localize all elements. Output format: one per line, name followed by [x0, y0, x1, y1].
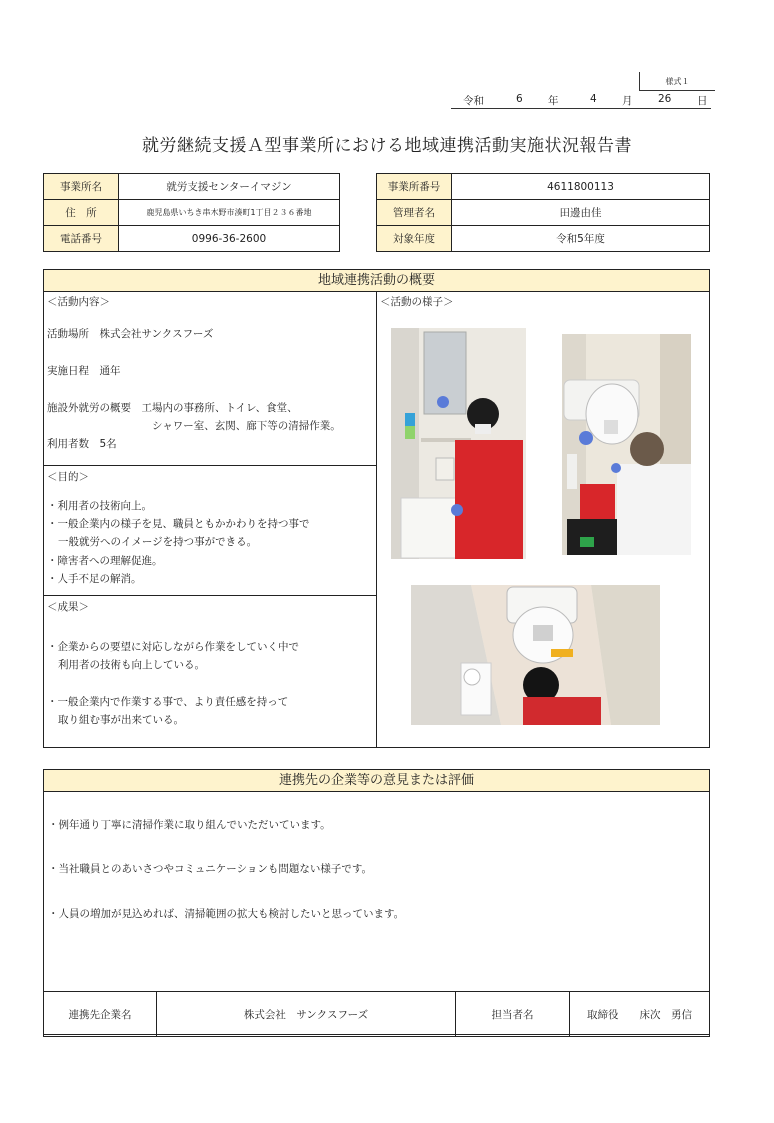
result-line: ・一般企業内で作業する事で、より責任感を持って: [47, 696, 289, 708]
divider-activity: [44, 465, 377, 466]
evaluation-line: ・人員の増加が見込めれば、清掃範囲の拡大も検討したいと思っています。: [48, 908, 405, 920]
evaluation-header: 連携先の企業等の意見または評価: [44, 770, 709, 792]
evaluation-line: ・例年通り丁寧に清掃作業に取り組んでいただいています。: [48, 819, 331, 831]
photos-heading: ＜活動の様子＞: [380, 296, 454, 308]
value-office-number: 4611800113: [452, 174, 710, 200]
purpose-line: ・障害者への理解促進。: [47, 555, 163, 567]
purpose-line: 一般就労へのイメージを持つ事ができる。: [58, 536, 258, 548]
partner-contact-label: 担当者名: [456, 992, 570, 1037]
page-title: 就労継続支援Ａ型事業所における地域連携活動実施状況報告書: [142, 136, 632, 156]
evaluation-section: [43, 769, 710, 1035]
result-heading: ＜成果＞: [47, 601, 89, 613]
result-line: 利用者の技術も向上している。: [58, 659, 205, 671]
date-era: 令和: [463, 95, 484, 107]
value-manager: 田邊由佳: [452, 200, 710, 226]
label-address: 住 所: [44, 200, 119, 226]
partner-company-value: 株式会社 サンクスフーズ: [157, 992, 456, 1037]
overview-header: 地域連携活動の概要: [44, 270, 709, 292]
purpose-heading: ＜目的＞: [47, 471, 89, 483]
activity-line: 施設外就労の概要 工場内の事務所、トイレ、食堂、: [47, 402, 298, 414]
value-address: 鹿児島県いちき串木野市湊町1丁目２３６番地: [119, 200, 340, 226]
label-manager: 管理者名: [377, 200, 452, 226]
result-line: ・企業からの要望に対応しながら作業をしていく中で: [47, 641, 299, 653]
divider-purpose: [44, 595, 377, 596]
purpose-line: ・人手不足の解消。: [47, 573, 142, 585]
activity-line: シャワー室、玄関、廊下等の清掃作業。: [152, 420, 341, 432]
partner-table: [43, 991, 710, 1037]
label-office-name: 事業所名: [44, 174, 119, 200]
value-phone: 0996-36-2600: [119, 226, 340, 252]
evaluation-line: ・当社職員とのあいさつやコミュニケーションも問題ない様子です。: [48, 863, 373, 875]
photo-floor-cleaning: [411, 585, 660, 725]
activity-line: 活動場所 株式会社サンクスフーズ: [47, 328, 214, 340]
value-office-name: 就労支援センターイマジン: [119, 174, 340, 200]
date-row: [451, 92, 711, 109]
date-day-unit: 日: [697, 95, 708, 107]
office-id-table: [376, 173, 710, 252]
office-info-table: [43, 173, 340, 252]
result-line: 取り組む事が出来ている。: [58, 714, 184, 726]
label-office-number: 事業所番号: [377, 174, 452, 200]
date-month: 4: [590, 93, 597, 105]
column-divider: [376, 291, 377, 747]
photo-mirror-cleaning: [391, 328, 526, 559]
purpose-line: ・利用者の技術向上。: [47, 500, 152, 512]
activity-heading: ＜活動内容＞: [47, 296, 110, 308]
partner-contact-value: 取締役 床次 勇信: [570, 992, 710, 1037]
partner-company-label: 連携先企業名: [44, 992, 157, 1037]
overview-section: [43, 269, 710, 748]
date-month-unit: 月: [622, 95, 633, 107]
date-year: 6: [516, 93, 523, 105]
label-fiscal-year: 対象年度: [377, 226, 452, 252]
photo-toilet-cleaning: [562, 334, 691, 555]
activity-line: 実施日程 通年: [47, 365, 121, 377]
activity-line: 利用者数 5名: [47, 438, 117, 450]
value-fiscal-year: 令和5年度: [452, 226, 710, 252]
date-year-unit: 年: [548, 95, 559, 107]
form-number: 様式１: [639, 72, 715, 91]
label-phone: 電話番号: [44, 226, 119, 252]
purpose-line: ・一般企業内の様子を見、職員ともかかわりを持つ事で: [47, 518, 310, 530]
date-day: 26: [658, 93, 672, 105]
